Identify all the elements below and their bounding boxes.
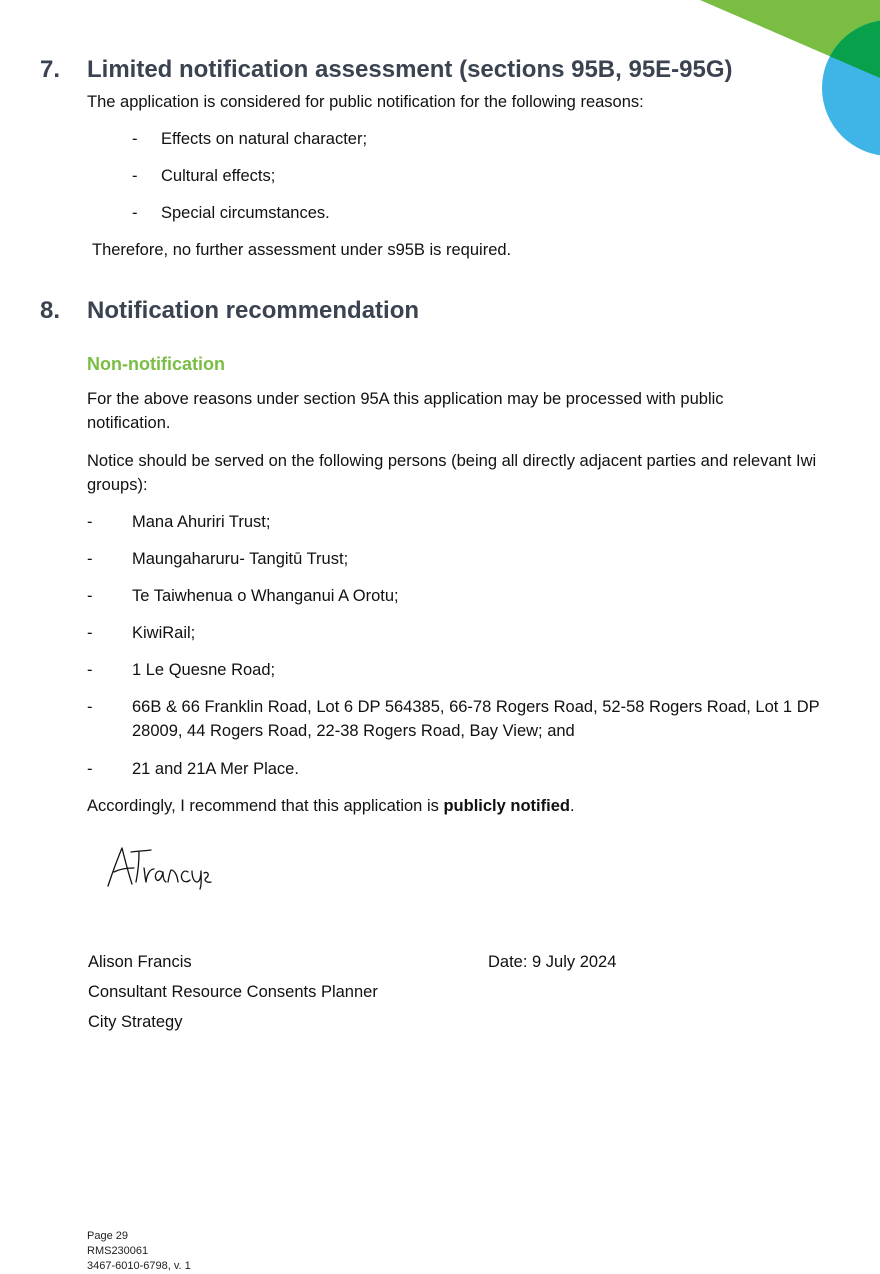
- signatory-role: Consultant Resource Consents Planner: [88, 983, 378, 1001]
- list-dash: -: [87, 698, 93, 716]
- list-dash: -: [87, 550, 93, 568]
- recommendation-suffix: .: [569, 797, 575, 815]
- section-7-conclusion: Therefore, no further assessment under s95B is required.: [92, 241, 512, 259]
- signatory-name: Alison Francis: [88, 953, 192, 971]
- list-dash: -: [87, 624, 93, 642]
- section-8-para-2: Notice should be served on the following persons (being all directly adjacent parties and relevant Iwi groups):: [87, 452, 817, 494]
- list-dash: -: [87, 661, 93, 679]
- list-dash: -: [87, 587, 93, 605]
- person-item: 1 Le Quesne Road;: [132, 661, 276, 679]
- person-item: 21 and 21A Mer Place.: [132, 760, 299, 778]
- person-item: Maungaharuru- Tangitū Trust;: [132, 550, 349, 568]
- section-8-heading: [40, 296, 419, 326]
- reason-item: Effects on natural character;: [161, 130, 368, 148]
- person-item: Mana Ahuriri Trust;: [132, 513, 271, 531]
- reason-item: Cultural effects;: [161, 167, 276, 185]
- person-item: 66B & 66 Franklin Road, Lot 6 DP 564385, 66-78 Rogers Road, 52-58 Rogers Road, Lot 1 DP 28009, 44 Rogers Road, 22-38 Rogers Road, Bay View; and: [132, 698, 820, 740]
- reason-item: Special circumstances.: [161, 204, 330, 222]
- section-7-number: 7.: [40, 56, 61, 83]
- list-dash: -: [132, 130, 138, 148]
- signatory-department: City Strategy: [88, 1013, 183, 1031]
- list-dash: -: [87, 760, 93, 778]
- section-7-title: Limited notification assessment (sections 95B, 95E-95G): [87, 56, 733, 83]
- list-dash: -: [132, 204, 138, 222]
- section-8-title: Notification recommendation: [87, 297, 420, 324]
- footer-document-id: 3467-6010-6798, v. 1: [87, 1260, 191, 1272]
- signature-image: [104, 842, 216, 892]
- non-notification-subheading: Non-notification: [87, 354, 225, 374]
- section-7-heading: [40, 55, 733, 85]
- list-dash: -: [87, 513, 93, 531]
- section-8-para-1: For the above reasons under section 95A this application may be processed with public notification.: [87, 390, 724, 432]
- section-7-intro: The application is considered for public notification for the following reasons:: [87, 93, 644, 111]
- signature-date: Date: 9 July 2024: [488, 953, 617, 971]
- section-8-number: 8.: [40, 297, 61, 324]
- footer-page-number: Page 29: [87, 1230, 128, 1242]
- list-dash: -: [132, 167, 138, 185]
- recommendation-bold: publicly notified: [443, 797, 570, 815]
- recommendation-sentence: [87, 794, 575, 818]
- person-item: Te Taiwhenua o Whanganui A Orotu;: [132, 587, 399, 605]
- person-item: KiwiRail;: [132, 624, 196, 642]
- footer-reference: RMS230061: [87, 1245, 149, 1257]
- page-footer: [87, 1229, 191, 1274]
- recommendation-prefix: Accordingly, I recommend that this application is: [87, 797, 444, 815]
